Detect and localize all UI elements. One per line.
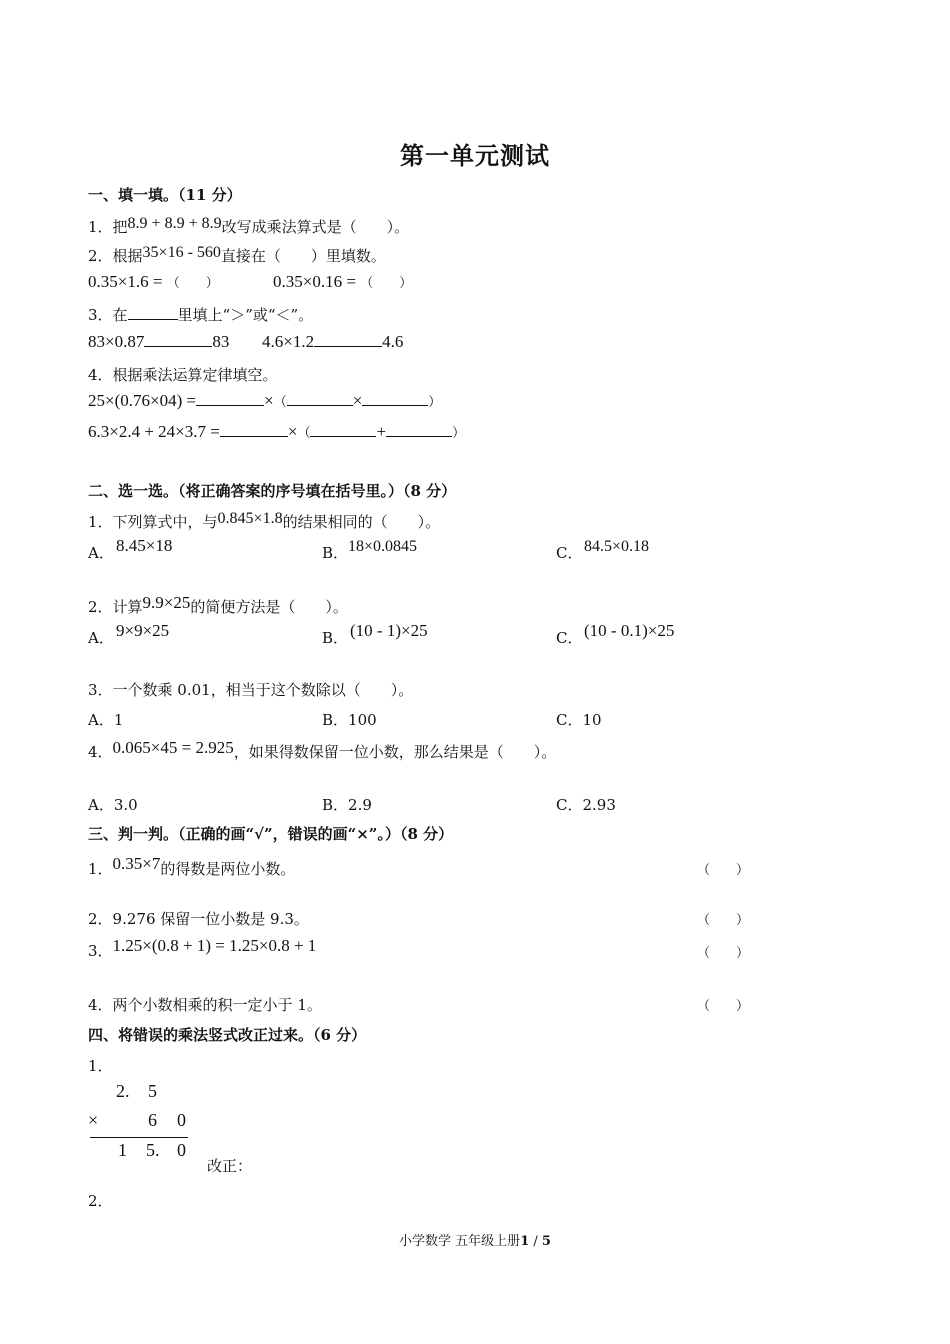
q4-b-expression: 6.3×2.4 + 24×3.7 = bbox=[88, 422, 220, 441]
s3-question-2: 2．9.276 保留一位小数是 9.3。 bbox=[88, 910, 309, 928]
q2-suffix: 的简便方法是（ ）。 bbox=[190, 598, 348, 616]
q2-b-expression: 0.35×0.16 = bbox=[273, 272, 356, 291]
q2-a-answer-paren[interactable]: （ ） bbox=[166, 275, 219, 290]
q4-a-expression: 25×(0.76×04) = bbox=[88, 391, 197, 410]
page-number: 1 bbox=[520, 1234, 530, 1249]
vertical-row3-digit-3: 0 bbox=[177, 1140, 186, 1160]
q1-expression: 0.35×7 bbox=[112, 854, 161, 873]
q2-suffix: 直接在（ ）里填数。 bbox=[220, 247, 386, 265]
q3-b-blank[interactable] bbox=[314, 332, 382, 347]
q2-b-answer-paren[interactable]: （ ） bbox=[360, 275, 413, 290]
q4-a-blank-2[interactable] bbox=[287, 391, 353, 406]
vertical-row2-digit-1: 6 bbox=[148, 1110, 157, 1130]
q1-prefix: 1．下列算式中，与 bbox=[88, 513, 218, 531]
page-footer bbox=[0, 1230, 950, 1249]
s3-question-3 bbox=[88, 936, 317, 961]
q3-prefix: 3． bbox=[88, 942, 113, 960]
right-paren: ） bbox=[452, 425, 466, 440]
vertical-row1-digit-1: 2. bbox=[116, 1081, 130, 1101]
q4-suffix: ，如果得数保留一位小数，那么结果是（ ）。 bbox=[233, 743, 557, 761]
s2-q1-option-a-label[interactable]: A． bbox=[88, 544, 114, 562]
times-sign: × bbox=[352, 391, 363, 410]
s2-q1-option-a: 8.45×18 bbox=[116, 536, 173, 555]
q3-text-start: 3．在 bbox=[88, 306, 128, 324]
s2-q4-option-b[interactable]: B．2.9 bbox=[322, 796, 372, 814]
times-sign: × bbox=[287, 422, 298, 441]
q3-b-right: 4.6 bbox=[382, 332, 404, 351]
q2-blank-a bbox=[88, 272, 219, 292]
q2-expression: 9.9×25 bbox=[142, 593, 191, 612]
q2-expression: 35×16 - 560 bbox=[142, 244, 221, 261]
vertical-row3-digit-1: 1 bbox=[118, 1140, 127, 1160]
s2-q1-option-b-label[interactable]: B． bbox=[322, 544, 349, 562]
q4-expression: 0.065×45 = 2.925 bbox=[112, 738, 234, 757]
s1-question-2 bbox=[88, 245, 386, 266]
left-paren: （ bbox=[273, 394, 287, 409]
q4-b-blank-3[interactable] bbox=[386, 422, 452, 437]
q2-prefix: 2．根据 bbox=[88, 247, 143, 265]
s2-q3-option-c[interactable]: C．10 bbox=[556, 711, 602, 729]
page-total: 5 bbox=[541, 1234, 551, 1249]
s1-question-3 bbox=[88, 304, 313, 325]
s2-q2-option-b: (10 - 1)×25 bbox=[350, 621, 428, 640]
s3-q3-answer-paren[interactable]: （ ） bbox=[697, 946, 750, 961]
q3-a-left: 83×0.87 bbox=[88, 332, 145, 351]
s1-question-4: 4．根据乘法运算定律填空。 bbox=[88, 366, 278, 384]
q1-expression: 8.9 + 8.9 + 8.9 bbox=[127, 215, 222, 232]
s2-q1-option-c: 84.5×0.18 bbox=[584, 538, 650, 555]
s2-question-4 bbox=[88, 738, 557, 762]
q2-blank-b bbox=[273, 272, 412, 292]
s3-question-4: 4．两个小数相乘的积一定小于 1。 bbox=[88, 996, 322, 1014]
q4-line-a bbox=[88, 391, 441, 411]
q3-compare-a bbox=[88, 332, 229, 352]
q4-prefix: 4． bbox=[88, 743, 113, 761]
q4-line-b bbox=[88, 422, 465, 442]
q1-suffix: 的结果相同的（ ）。 bbox=[282, 513, 441, 531]
s2-q1-option-b: 18×0.0845 bbox=[348, 538, 418, 555]
s2-q2-option-b-label[interactable]: B． bbox=[322, 629, 349, 647]
q1-expression: 0.845×1.8 bbox=[217, 510, 283, 527]
q3-inline-blank bbox=[128, 305, 178, 320]
right-paren: ） bbox=[428, 394, 442, 409]
section-2-heading: 二、选一选。（将正确答案的序号填在括号里。）（8 分） bbox=[88, 482, 457, 500]
s2-q1-option-c-label[interactable]: C． bbox=[556, 544, 583, 562]
footer-text: 小学数学 五年级上册 bbox=[399, 1234, 521, 1249]
q3-b-left: 4.6×1.2 bbox=[262, 332, 315, 351]
s2-question-3: 3．一个数乘 0.01，相当于这个数除以（ ）。 bbox=[88, 681, 414, 699]
correction-label: 改正： bbox=[207, 1157, 253, 1175]
section-4-heading: 四、将错误的乘法竖式改正过来。（6 分） bbox=[88, 1026, 367, 1044]
s3-question-1 bbox=[88, 854, 296, 879]
s2-q3-option-b[interactable]: B．100 bbox=[322, 711, 377, 729]
q4-a-blank-3[interactable] bbox=[362, 391, 428, 406]
vertical-row1-digit-2: 5 bbox=[148, 1081, 157, 1101]
s2-q2-option-a: 9×9×25 bbox=[116, 621, 170, 640]
s3-q2-answer-paren[interactable]: （ ） bbox=[697, 913, 750, 928]
q1-suffix: 的得数是两位小数。 bbox=[160, 860, 296, 878]
page-separator: / bbox=[529, 1234, 542, 1249]
q4-a-blank-1[interactable] bbox=[196, 391, 264, 406]
page-title: 第一单元测试 bbox=[400, 141, 550, 170]
s4-question-1: 1． bbox=[88, 1057, 113, 1075]
s2-q4-option-c[interactable]: C．2.93 bbox=[556, 796, 616, 814]
s4-question-2: 2． bbox=[88, 1192, 113, 1210]
vertical-times-sign: × bbox=[88, 1110, 99, 1130]
s3-q1-answer-paren[interactable]: （ ） bbox=[697, 863, 750, 878]
q3-text-end: 里填上“＞”或“＜”。 bbox=[177, 306, 314, 324]
vertical-calc-rule bbox=[90, 1137, 188, 1138]
q1-prefix: 1． bbox=[88, 860, 113, 878]
times-sign: × bbox=[264, 391, 274, 410]
s2-q2-option-a-label[interactable]: A． bbox=[88, 629, 114, 647]
q1-suffix: 改写成乘法算式是（ ）。 bbox=[221, 218, 410, 236]
s2-question-2 bbox=[88, 593, 348, 617]
s2-q2-option-c-label[interactable]: C． bbox=[556, 629, 583, 647]
q4-b-blank-1[interactable] bbox=[220, 422, 288, 437]
q3-a-right: 83 bbox=[212, 332, 230, 351]
q2-prefix: 2．计算 bbox=[88, 598, 143, 616]
left-paren: （ bbox=[297, 425, 311, 440]
section-3-heading: 三、判一判。（正确的画“√”，错误的画“×”。）（8 分） bbox=[88, 825, 454, 843]
s1-question-1 bbox=[88, 216, 409, 237]
q4-b-blank-2[interactable] bbox=[310, 422, 376, 437]
q3-expression: 1.25×(0.8 + 1) = 1.25×0.8 + 1 bbox=[112, 936, 317, 955]
vertical-row2-digit-2: 0 bbox=[177, 1110, 186, 1130]
section-1-heading: 一、填一填。（11 分） bbox=[88, 186, 242, 204]
s2-q4-option-a[interactable]: A．3.0 bbox=[88, 796, 138, 814]
vertical-row3-digit-2: 5. bbox=[146, 1140, 160, 1160]
s3-q4-answer-paren[interactable]: （ ） bbox=[697, 999, 750, 1014]
q3-a-blank[interactable] bbox=[144, 332, 212, 347]
s2-question-1 bbox=[88, 511, 440, 532]
plus-sign: + bbox=[376, 422, 387, 441]
s2-q2-option-c: (10 - 0.1)×25 bbox=[584, 621, 675, 640]
q1-prefix: 1．把 bbox=[88, 218, 128, 236]
s2-q3-option-a[interactable]: A．1 bbox=[88, 711, 124, 729]
q2-a-expression: 0.35×1.6 = bbox=[88, 272, 163, 291]
q3-compare-b bbox=[262, 332, 403, 352]
